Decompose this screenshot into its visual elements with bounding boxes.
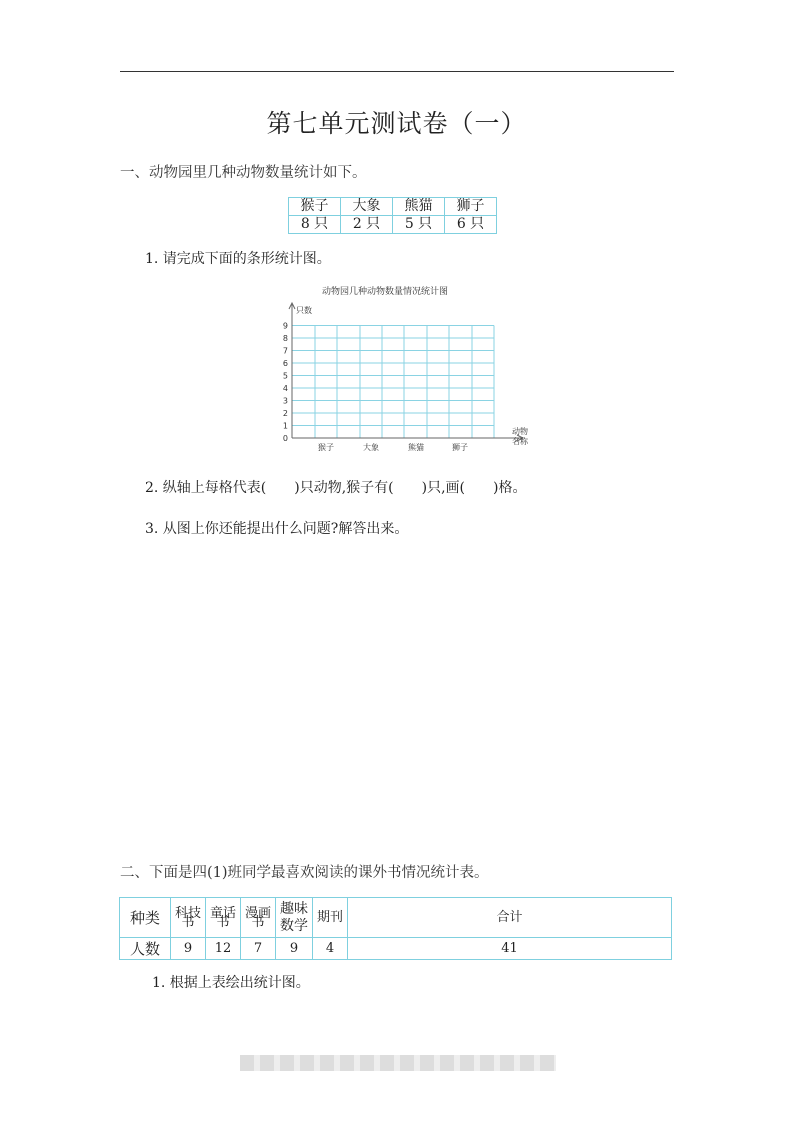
table-cell: 大象 <box>341 198 393 216</box>
y-tick-label: 8 <box>282 334 288 343</box>
table-row <box>120 938 672 960</box>
table-cell: 5 只 <box>393 216 445 234</box>
table-header-cell: 种类 <box>120 898 171 938</box>
table-cell: 7 <box>241 938 276 960</box>
blurred-footer <box>240 1055 556 1071</box>
question-2-1: 1. 根据上表绘出统计图。 <box>152 975 310 991</box>
chart-title: 动物园几种动物数量情况统计图 <box>321 287 449 297</box>
question-1-1: 1. 请完成下面的条形统计图。 <box>145 251 331 267</box>
y-tick-label: 4 <box>282 384 288 393</box>
table-header-cell: 趣味数学 <box>276 898 313 938</box>
page-title: 第七单元测试卷（一） <box>266 109 527 138</box>
table-header-cell: 人数 <box>120 938 171 960</box>
animal-count-table <box>288 197 497 234</box>
table-cell: 狮子 <box>445 198 497 216</box>
table-cell: 12 <box>206 938 241 960</box>
question-1-2: 2. 纵轴上每格代表( )只动物,猴子有( )只,画( )格。 <box>145 480 527 496</box>
table-cell: 6 只 <box>445 216 497 234</box>
x-tick-label: 猴子 <box>318 443 334 452</box>
table-cell: 8 只 <box>289 216 341 234</box>
table-cell: 4 <box>313 938 348 960</box>
section1-heading: 一、动物园里几种动物数量统计如下。 <box>120 165 367 181</box>
section2-heading: 二、下面是四(1)班同学最喜欢阅读的课外书情况统计表。 <box>120 865 489 881</box>
table-cell: 熊猫 <box>393 198 445 216</box>
table-header-cell: 期刊 <box>313 898 348 938</box>
y-tick-label: 3 <box>282 396 288 406</box>
table-header-cell: 科技书 <box>171 898 206 938</box>
table-cell: 9 <box>276 938 313 960</box>
table-cell: 猴子 <box>289 198 341 216</box>
x-axis-label: 动物 <box>512 427 528 436</box>
table-header-cell: 漫画书 <box>241 898 276 938</box>
table-row <box>289 198 497 216</box>
y-tick-label: 1 <box>282 421 288 431</box>
table-row <box>289 216 497 234</box>
table-cell: 41 <box>348 938 672 960</box>
reading-stats-table <box>119 897 672 960</box>
y-tick-label: 2 <box>282 409 288 418</box>
table-cell: 2 只 <box>341 216 393 234</box>
table-header-cell: 合计 <box>348 898 672 938</box>
table-header-cell: 童话书 <box>206 898 241 938</box>
table-row <box>120 898 672 938</box>
x-axis-label: 名称 <box>512 437 528 446</box>
y-tick-label: 0 <box>282 434 288 443</box>
question-1-3: 3. 从图上你还能提出什么问题?解答出来。 <box>145 521 409 537</box>
bar-chart <box>270 278 540 458</box>
x-tick-label: 大象 <box>363 443 379 452</box>
y-tick-label: 6 <box>282 359 288 368</box>
x-tick-label: 狮子 <box>452 443 468 452</box>
top-rule <box>120 71 674 72</box>
y-axis-label: 只数 <box>296 306 312 315</box>
y-tick-label: 7 <box>282 346 288 356</box>
table-cell: 9 <box>171 938 206 960</box>
x-tick-label: 熊猫 <box>408 443 424 452</box>
y-tick-label: 5 <box>282 371 288 381</box>
y-tick-label: 9 <box>282 321 288 331</box>
